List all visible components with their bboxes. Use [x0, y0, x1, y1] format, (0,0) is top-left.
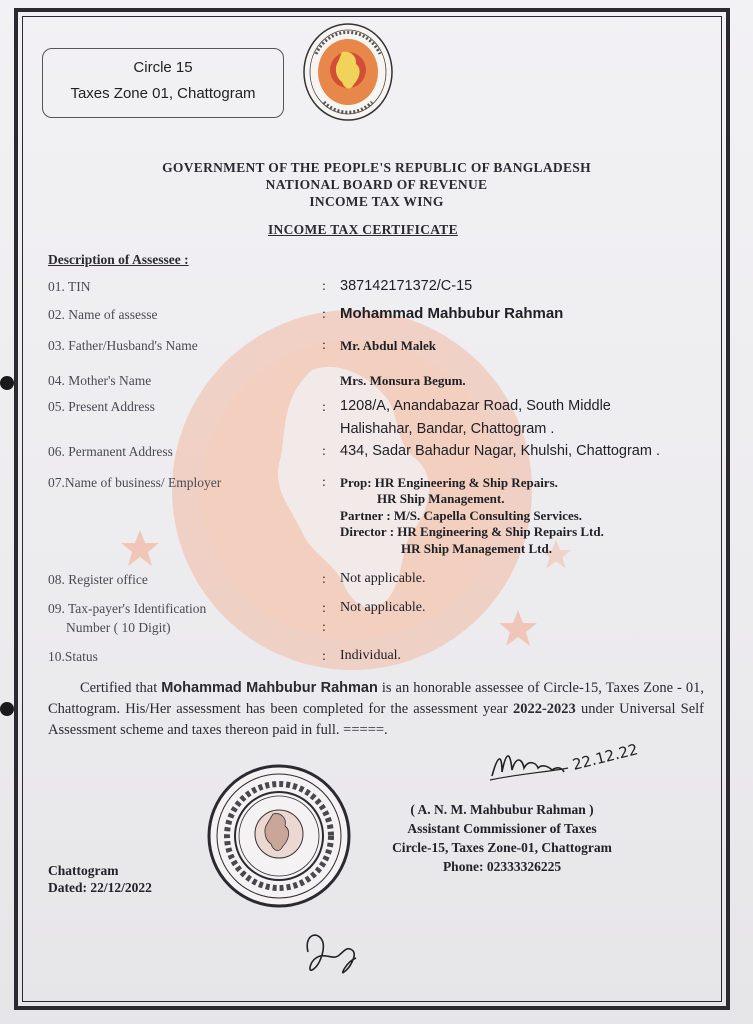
field-label-status: 10.Status [48, 649, 98, 664]
signature-date: 22.12.22 [570, 740, 640, 774]
field-colon: : [322, 279, 326, 294]
business-line: Director : HR Engineering & Ship Repairs Ltd. [340, 524, 604, 539]
field-value-register-office: Not applicable. [340, 571, 426, 586]
field-colon: : [322, 601, 326, 616]
field-colon: : [322, 307, 326, 322]
description-heading: Description of Assessee : [48, 252, 189, 267]
field-value-tin: 387142171372/C-15 [340, 278, 473, 294]
field-label-tin: 01. TIN [48, 279, 91, 294]
field-label-tin-10digit: 09. Tax-payer's Identification [48, 601, 207, 616]
business-line: HR Ship Management. [377, 491, 505, 506]
punch-hole [0, 376, 14, 390]
field-value-present-address-line2: Halishahar, Bandar, Chattogram . [340, 421, 555, 437]
header-wing: INCOME TAX WING [309, 194, 444, 209]
field-label-tin-10digit-line2: Number ( 10 Digit) [66, 620, 171, 635]
office-zone: Taxes Zone 01, Chattogram [70, 85, 256, 102]
business-line: Prop: HR Engineering & Ship Repairs. [340, 475, 558, 490]
office-circle: Circle 15 [133, 59, 193, 76]
field-colon: : [322, 444, 326, 459]
field-label-register-office: 08. Register office [48, 572, 148, 587]
field-colon: : [322, 400, 326, 415]
field-label-father: 03. Father/Husband's Name [48, 338, 198, 353]
signatory-phone: Phone: 02333326225 [442, 859, 562, 874]
field-colon: : [322, 620, 326, 635]
field-label-present-address: 05. Present Address [48, 399, 155, 414]
field-colon: : [322, 338, 326, 353]
field-value-status: Individual. [340, 648, 402, 663]
cert-text: is an honorable assessee of Circle-15, Taxes Zone - 01, Chattogram. His/Her assessment has been completed for the assessment year [48, 680, 704, 717]
cert-name: Mohammad Mahbubur Rahman [161, 680, 378, 696]
cert-year: 2022-2023 [512, 701, 576, 717]
field-colon: : [322, 572, 326, 587]
place: Chattogram [48, 863, 119, 878]
field-value-tin-10digit: Not applicable. [340, 600, 426, 615]
signatory-designation: Assistant Commissioner of Taxes [407, 821, 597, 836]
certificate-title: INCOME TAX CERTIFICATE [268, 222, 458, 237]
cert-text: under Universal Self Assessment scheme and taxes thereon paid in full. =====. [48, 701, 704, 738]
field-label-permanent-address: 06. Permanent Address [48, 444, 173, 459]
government-seal [302, 22, 394, 122]
field-value-mother: Mrs. Monsura Begum. [340, 373, 466, 388]
field-colon: : [322, 649, 326, 664]
field-label-business: 07.Name of business/ Employer [48, 475, 222, 490]
field-colon: : [322, 475, 326, 490]
field-value-present-address: 1208/A, Anandabazar Road, South Middle [340, 398, 611, 414]
field-label-mother: 04. Mother's Name [48, 373, 152, 388]
dated: Dated: 22/12/2022 [48, 880, 152, 895]
signatory-name: ( A. N. M. Mahbubur Rahman ) [410, 802, 594, 817]
business-line: Partner : M/S. Capella Consulting Services. [340, 508, 583, 523]
business-line: HR Ship Management Ltd. [401, 541, 552, 556]
field-value-father: Mr. Abdul Malek [340, 338, 436, 353]
signatory-block [352, 800, 652, 876]
initial-signature [298, 922, 368, 982]
header-nbr: NATIONAL BOARD OF REVENUE [265, 177, 488, 192]
field-value-permanent-address: 434, Sadar Bahadur Nagar, Khulshi, Chattogram . [340, 443, 660, 459]
signatory-office: Circle-15, Taxes Zone-01, Chattogram [392, 840, 612, 855]
office-box [42, 48, 284, 118]
officer-signature [488, 724, 648, 794]
place-date [48, 862, 152, 896]
field-label-name: 02. Name of assesse [48, 307, 158, 322]
field-value-name: Mohammad Mahbubur Rahman [340, 305, 564, 322]
punch-hole [0, 702, 14, 716]
cert-text: Certified that [79, 680, 162, 696]
header-government: GOVERNMENT OF THE PEOPLE'S REPUBLIC OF BANGLADESH [162, 160, 591, 175]
office-seal [205, 762, 353, 910]
